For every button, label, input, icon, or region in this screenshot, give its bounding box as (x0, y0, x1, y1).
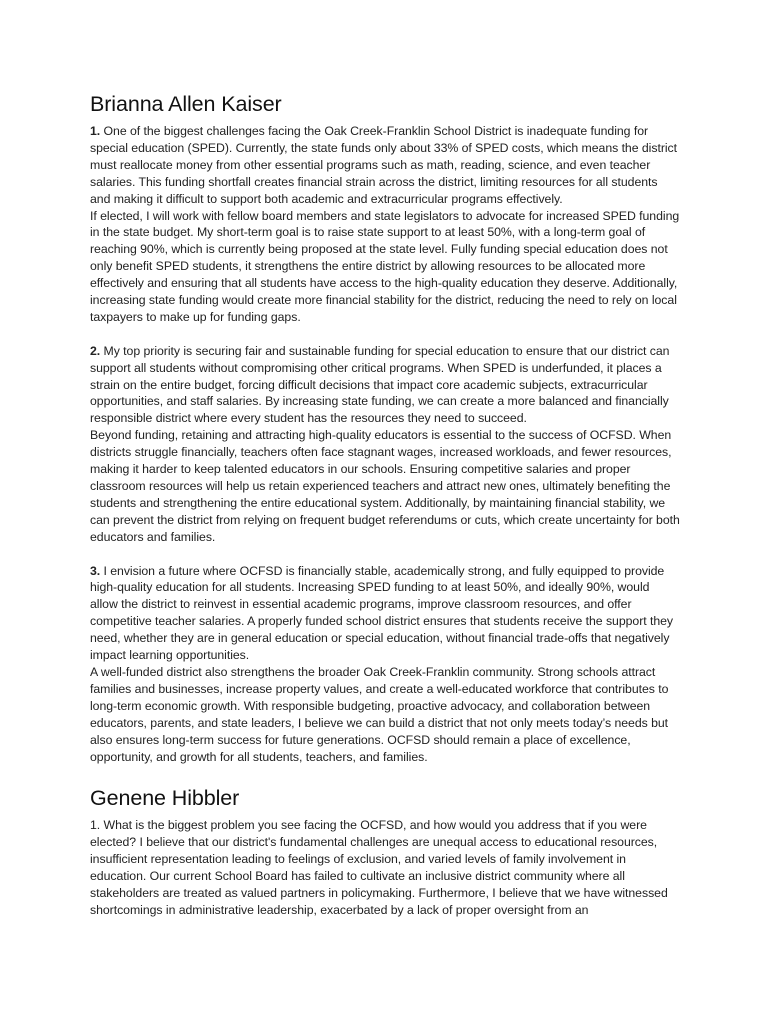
candidate-name-hibbler: Genene Hibbler (90, 786, 240, 811)
answer-2-paragraph-1 (90, 343, 680, 428)
answer-2-paragraph-2: Beyond funding, retaining and attracting high-quality educators is essential to the success of OCFSD. When districts struggle financially, teachers often face stagnant wages, increased workloads, and fewer resources, making it harder to keep talented educators in our schools. Ensuring competitive salaries and proper classroom resources will help us retain experienced teachers and attract new ones, ultimately benefiting the students and strengthening the entire educational system. Additionally, by maintaining financial stability, we can prevent the district from relying on frequent budget referendums or cuts, which create uncertainty for both educators and families. (90, 428, 680, 544)
answer-1-paragraph-1 (90, 123, 680, 208)
document-page (90, 91, 680, 919)
answer-1-paragraph-2: If elected, I will work with fellow board members and state legislators to advocate for increased SPED funding in the state budget. My short-term goal is to raise state support to at least 50%, with a long-term goal of reaching 90%, which is currently being proposed at the state level. Fully funding special education does not only benefit SPED students, it strengthens the entire district by allowing resources to be allocated more effectively and ensuring that all students have access to the high-quality education they deserve. Additionally, increasing state funding would create more financial stability for the district, reducing the need to rely on local taxpayers to make up for funding gaps. (90, 208, 680, 324)
hibbler-answer-1-paragraph: 1. What is the biggest problem you see facing the OCFSD, and how would you address that if you were elected? I believe that our district's fundamental challenges are unequal access to educational resources, insufficient representation leading to feelings of exclusion, and varied levels of family involvement in education. Our current School Board has failed to cultivate an inclusive district community where all stakeholders are treated as valued partners in policymaking. Furthermore, I believe that we have witnessed shortcomings in administrative leadership, exacerbated by a lack of proper oversight from an (90, 818, 668, 917)
answer-number-3: 3. (90, 563, 101, 578)
paragraph-text: One of the biggest challenges facing the Oak Creek-Franklin School District is inadequate funding for special education (SPED). Currently, the state funds only about 33% of SPED costs, which means the district must reallocate money from other essential programs such as math, reading, science, and even teacher salaries. This funding shortfall creates financial strain across the district, limiting resources for all students and making it difficult to support both academic and extracurricular programs effectively. (90, 124, 678, 206)
answer-3-paragraph-1 (90, 563, 680, 664)
paragraph-text: My top priority is securing fair and sustainable funding for special education to ensure that our district can support all students without compromising other critical programs. When SPED is underfunded, it places a strain on the entire budget, forcing difficult decisions that impact core academic subjects, extracurricular opportunities, and staff salaries. By increasing state funding, we can create a more balanced and financially responsible district where every student has the resources they need to succeed. (90, 343, 670, 426)
answer-number-2: 2. (90, 343, 101, 358)
answer-3-paragraph-2: A well-funded district also strengthens the broader Oak Creek-Franklin community. Strong schools attract families and businesses, increase property values, and create a well-educated workforce that contributes to long-term economic growth. With responsible budgeting, proactive advocacy, and collaboration between educators, parents, and state leaders, I believe we can build a district that not only meets today’s needs but also ensures long-term success for future generations. OCFSD should remain a place of excellence, opportunity, and growth for all students, teachers, and families. (90, 664, 669, 764)
candidate-name-kaiser: Brianna Allen Kaiser (90, 92, 282, 116)
answer-number-1: 1. (90, 124, 101, 138)
paragraph-text: I envision a future where OCFSD is financially stable, academically strong, and fully equipped to provide high-quality education for all students. Increasing SPED funding to at least 50%, and ideally 90%, would allow the district to reinvest in essential academic programs, improve classroom resources, and offer competitive teacher salaries. A properly funded school district ensures that students receive the support they need, whether they are in general education or special education, without financial trade-offs that negatively impact learning opportunities. (90, 563, 674, 663)
